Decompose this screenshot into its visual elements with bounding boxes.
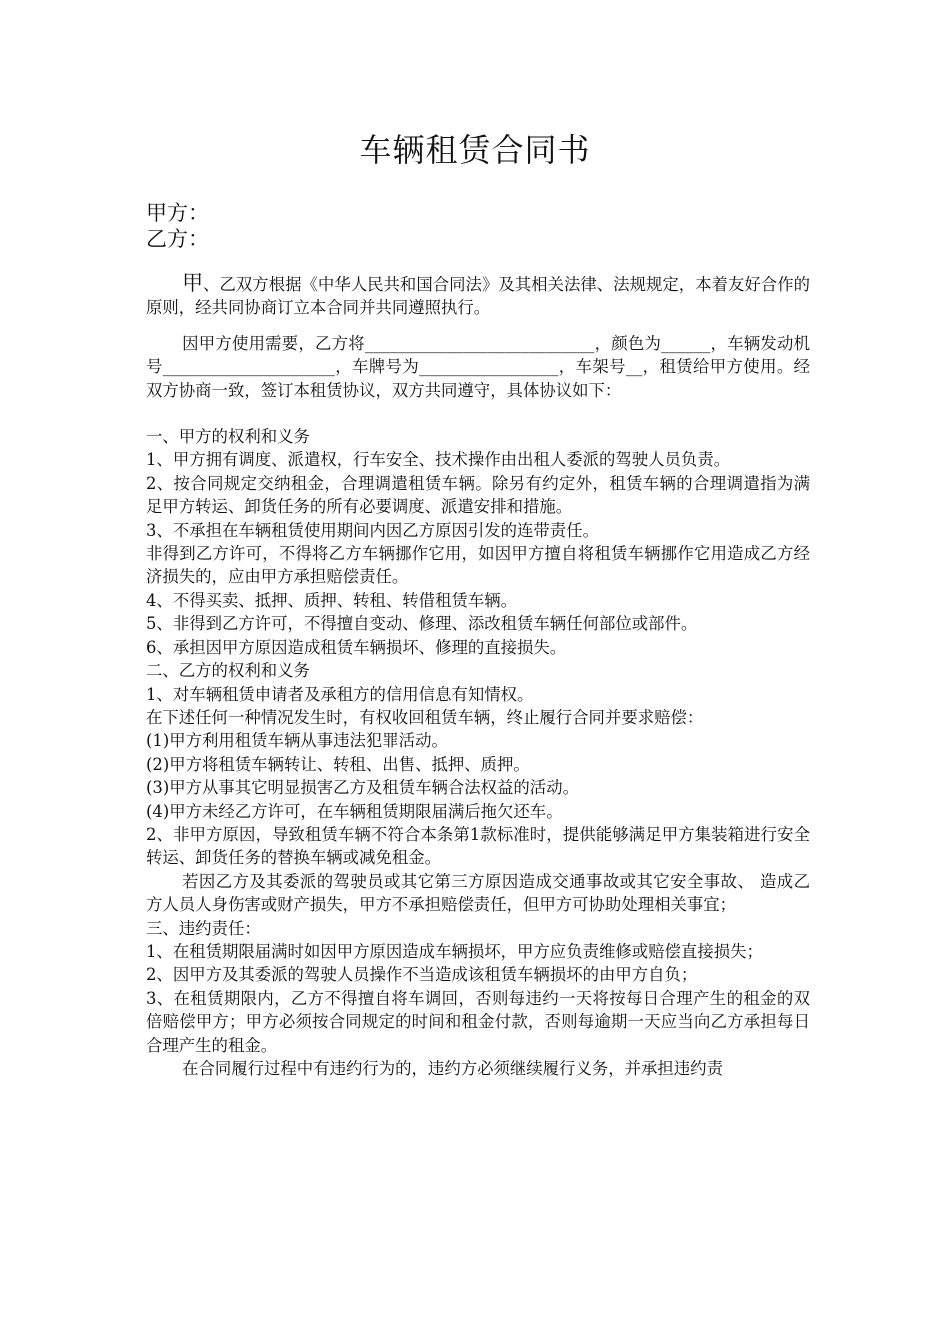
clause-line: 三、违约责任： (146, 918, 261, 938)
clause-line: 2、按合同规定交纳租金，合理调遣租赁车辆。除另有约定外，租赁车辆的合理调遣指为满足甲方转运、卸货任务的所有必要调度、派遣安排和措施。 (146, 473, 810, 517)
party-a-label: 甲方： (146, 201, 209, 225)
intro-text: 、乙双方根据《中华人民共和国合同法》及其相关法律、法规规定，本着友好合作的原则，经共同协商订立本合同并共同遵照执行。 (146, 275, 811, 318)
clause-line: 1、在租赁期限届满时如因甲方原因造成车辆损坏，甲方应负责维修或赔偿直接损失； (146, 941, 763, 961)
document-title: 车辆租赁合同书 (359, 131, 591, 169)
clause-line: 4、不得买卖、抵押、质押、转租、转借租赁车辆。 (146, 590, 518, 610)
clause-line: 6、承担因甲方原因造成租赁车辆损坏、修理的直接损失。 (146, 637, 567, 657)
intro-first-char: 甲 (182, 271, 204, 295)
clause-line: (3)甲方从事其它明显损害乙方及租赁车辆合法权益的活动。 (146, 778, 579, 798)
clause-line: (2)甲方将租赁车辆转让、转租、出售、抵押、质押。 (146, 754, 530, 774)
accident-clause: 若因乙方及其委派的驾驶员或其它第三方原因造成交通事故或其它安全事故、 造成乙方人员人身伤害或财产损失，甲方不承担赔偿责任，但甲方可协助处理相关事宜； (146, 871, 810, 915)
clause-line: 3、在租赁期限内，乙方不得擅自将车调回，否则每违约一天将按每日合理产生的租金的双倍赔偿甲方；甲方必须按合同规定的时间和租金付款，否则每逾期一天应当向乙方承担每日合理产生的租金。 (146, 988, 810, 1055)
intro-paragraph (146, 272, 810, 320)
clause-line: (4)甲方未经乙方许可，在车辆租赁期限届满后拖欠还车。 (146, 801, 563, 821)
contract-body (146, 272, 810, 1080)
clause-line: 一、甲方的权利和义务 (146, 427, 310, 447)
clause-line: 2、因甲方及其委派的驾驶人员操作不当造成该租赁车辆损坏的由甲方自负； (146, 965, 698, 985)
party-b-label: 乙方： (146, 227, 209, 251)
clause-line: 二、乙方的权利和义务 (146, 661, 310, 681)
clause-line: 在下述任何一种情况发生时，有权收回租赁车辆，终止履行合同并要求赔偿： (146, 707, 704, 727)
clause-line: 非得到乙方许可，不得将乙方车辆挪作它用，如因甲方擅自将租赁车辆挪作它用造成乙方经济损失的，应由甲方承担赔偿责任。 (146, 544, 810, 587)
vehicle-clause: 因甲方使用需要，乙方将____________________________，颜色为______，车辆发动机号_____________________，车牌号为_________________，车架号__，租赁给甲方使用。经双方协商一致，签订本租赁协议，双方共同遵守，具体协议如下： (146, 333, 810, 400)
clause-line: 1、对车辆租赁申请者及承租方的信用信息有知情权。 (146, 684, 534, 704)
final-clause: 在合同履行过程中有违约行为的，违约方必须继续履行义务，并承担违约责 (182, 1059, 723, 1078)
clause-line: 3、不承担在车辆租赁使用期间内因乙方原因引发的连带责任。 (146, 520, 599, 540)
clause-line: 5、非得到乙方许可，不得擅自变动、修理、添改租赁车辆任何部位或部件。 (146, 614, 698, 634)
clause-line: 1、甲方拥有调度、派遣权，行车安全、技术操作由出租人委派的驾驶人员负责。 (146, 450, 731, 470)
clause-line: 2、非甲方原因，导致租赁车辆不符合本条第1款标准时，提供能够满足甲方集装箱进行安全转运、卸货任务的替换车辆或减免租金。 (146, 824, 810, 868)
clause-line: (1)甲方利用租赁车辆从事违法犯罪活动。 (146, 731, 448, 751)
